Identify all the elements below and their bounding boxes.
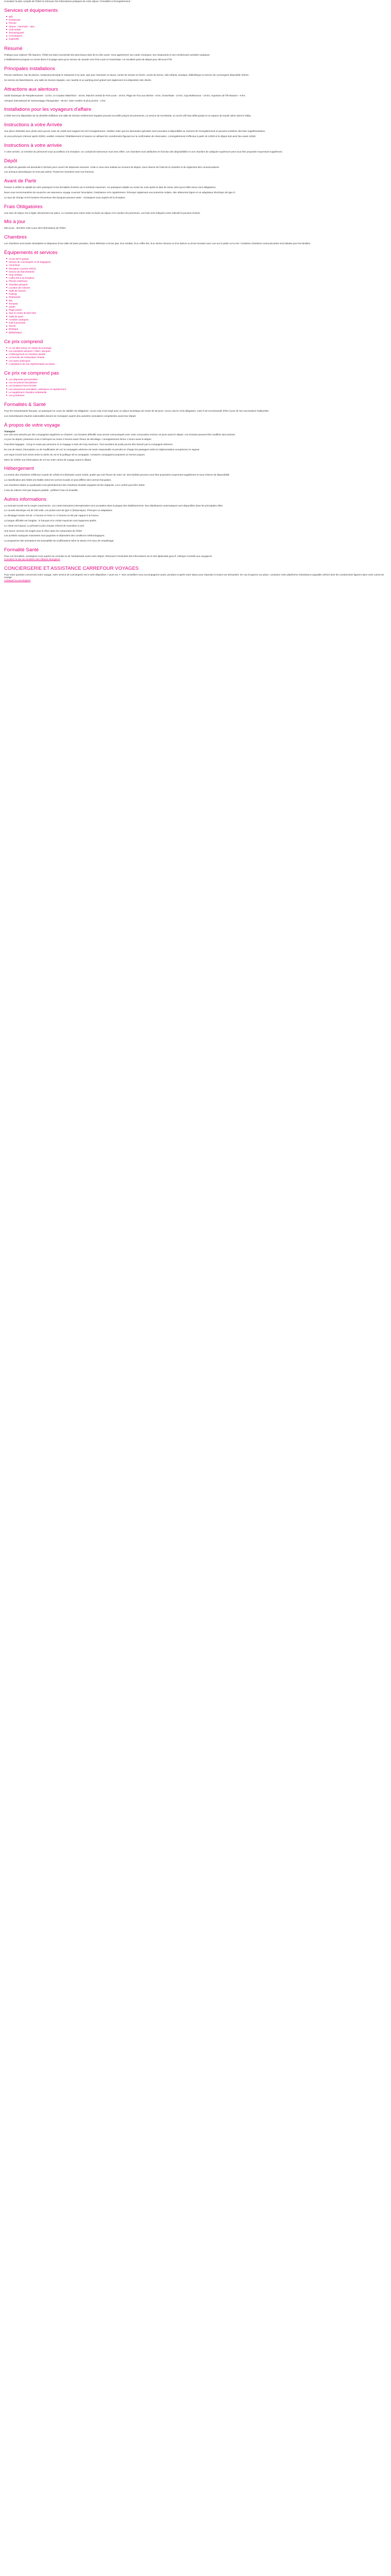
section-paragraph: Les vols sont assurés par des compagnies régulières ou charters. Les horaires définitifs vous seront communiqués avec votre convocation environ 10 jours avant le départ. Les horaires peuvent être modifiés sans préavis. bbox=[4, 433, 236, 436]
section-paragraph: Franchise bagages : 23 kg en soute par personne et un bagage à main de 8 kg maximum. Tout excédent de poids pourra être facturé par la compagnie aérienne. bbox=[4, 443, 173, 446]
section-title-equipements: Équipements et services bbox=[4, 249, 58, 256]
section-title-non: Ce prix ne comprend pas bbox=[4, 370, 59, 377]
section-title-autres: Autres informations bbox=[4, 496, 46, 502]
section-paragraph: Les activités nautiques motorisées sont payantes et dépendent des conditions météorologiques. bbox=[4, 534, 105, 537]
list-item-label: Sauna - Hammam - Spa bbox=[9, 25, 35, 28]
section-paragraph: Si vous prévoyez d'arriver après 22h00, veuillez contacter l'établissement à l'avance en utilisant les coordonnées figurant sur la confirmation de réservation. L'enregistrement s'effectue à partir de 14h00 et le départ doit avoir lieu avant 11h00. bbox=[4, 135, 256, 138]
list-item-label: Location de voitures bbox=[9, 286, 30, 289]
bullet-dot-icon bbox=[6, 303, 7, 304]
intro-text bbox=[4, 0, 388, 3]
section-paragraph: La langue officielle est l'anglais ; le français et le créole mauricien sont largement parlés. bbox=[4, 519, 97, 522]
list-item-label: Salle de réunion bbox=[9, 290, 26, 292]
bullet-dot-icon bbox=[6, 293, 7, 294]
bullet-dot-icon bbox=[6, 316, 7, 317]
bullet-dot-icon bbox=[6, 357, 7, 358]
formalities-title: Formalité Santé bbox=[4, 547, 39, 553]
list-item-label: Restaurant bbox=[9, 19, 21, 22]
list-item-label: Terrasse bbox=[9, 302, 18, 305]
list-item-label: Le vol aller-retour en classe économique bbox=[9, 346, 52, 349]
bullet-dot-icon bbox=[6, 274, 7, 275]
bullet-dot-icon bbox=[6, 319, 7, 320]
bullet-dot-icon bbox=[6, 392, 7, 393]
list-item-label: Plage privée bbox=[9, 309, 22, 312]
list-item-label: Les assurances annulation, assistance et rapatriement bbox=[9, 387, 67, 391]
bullet-dot-icon bbox=[6, 310, 7, 311]
section-title-chambres: Chambres bbox=[4, 234, 27, 241]
list-item-label: Club enfants bbox=[9, 273, 22, 276]
bullet-dot-icon bbox=[6, 281, 7, 282]
bullet-dot-icon bbox=[6, 258, 7, 259]
section-title-politiques: Frais Obligatoires bbox=[4, 204, 43, 210]
bullet-dot-icon bbox=[6, 19, 7, 20]
section-title-arrivee: Instructions à votre Arrivée bbox=[4, 122, 62, 128]
sections-container bbox=[4, 8, 388, 543]
section-paragraph: Une taxe de séjour est à régler directement sur place. Le montant peut varier selon la durée du séjour et le nombre de personnes. Les frais sont indiqués à titre indicatif et peuvent évoluer. bbox=[4, 211, 201, 214]
section-title-apropos: À propos de votre voyage bbox=[4, 422, 60, 428]
list-item-label: Jardin bbox=[9, 306, 15, 309]
list-item-label: Les taxes d'aéroport bbox=[9, 359, 30, 362]
section-title-prix: Ce prix comprend bbox=[4, 338, 43, 345]
list-item-label: Salle de sport bbox=[9, 315, 24, 318]
bullet-list-non bbox=[4, 378, 388, 397]
section-paragraph: Les repas à bord sont servis selon la durée du vol et la politique de la compagnie. Certaines compagnies proposent un service payant. bbox=[4, 453, 145, 456]
list-item-label: Golf à proximité bbox=[9, 321, 26, 325]
bullet-dot-icon bbox=[6, 32, 7, 33]
page-content bbox=[0, 0, 391, 582]
list-item bbox=[4, 363, 388, 366]
list-item-label: Wifi bbox=[9, 15, 13, 18]
bullet-dot-icon bbox=[6, 347, 7, 348]
section-paragraph: Le programme des animations est susceptible de modifications selon la saison et le taux de remplissage. bbox=[4, 539, 115, 543]
bullet-dot-icon bbox=[6, 39, 7, 40]
section-title-principales: Principales installations bbox=[4, 66, 55, 72]
section-paragraph: Nous vous recommandons de souscrire une assurance voyage couvrant l'annulation, l'assistance et le rapatriement. Prévoyez également une protection solaire, des vêtements légers et un adaptateur électrique de type G. bbox=[4, 191, 236, 194]
list-item-label: Tennis bbox=[9, 325, 16, 328]
section-paragraph: Piscine extérieure, bar de piscine, restaurant principal et restaurant à la carte, spa avec hammam et sauna, centre de remise en forme, courts de tennis, club enfants, boutique, bibliothèque et service de conciergerie disponible 24h/24. bbox=[4, 74, 249, 77]
list-item-label: Service de conciergerie et de bagagerie bbox=[9, 261, 51, 264]
section-paragraph: Le courant électrique est de 230 volts. Les prises sont de type G (britannique). Prévoyez un adaptateur. bbox=[4, 509, 113, 512]
section-paragraph: Aéroport international Sir Seewoosagur Ramgoolam - 55 km. Gare routière la plus proche - 3 km. bbox=[4, 99, 106, 102]
section-paragraph: Les chambres sont toutes climatisées et disposent d'une salle de bains privative, d'une télévision à écran plat, d'un minibar, d'un coffre-fort, d'un sèche-cheveux et d'un balcon ou d'une terrasse avec vue sur le jardin ou la mer. Certaines chambres communicantes sont idéales pour les familles. bbox=[4, 242, 311, 245]
list-item-label: L'assistance de nos représentants sur place bbox=[9, 362, 55, 365]
bullet-dot-icon bbox=[6, 379, 7, 380]
list-item-label: Activités nautiques bbox=[9, 318, 29, 321]
list-item-label: Spa et centre de bien-être bbox=[9, 312, 37, 315]
section-paragraph: À votre arrivée, un membre du personnel vous accueillera à la réception. Un cocktail de bienvenue vous sera offert. Les chambres sont attribuées en fonction des disponibilités et une chambre de catégorie supérieure peut vous être proposée moyennant supplément. bbox=[4, 150, 283, 153]
list-item-label: L'hébergement en chambre double bbox=[9, 353, 46, 356]
bullet-list-services bbox=[4, 15, 388, 41]
bullet-dot-icon bbox=[6, 332, 7, 333]
bullet-dot-icon bbox=[6, 297, 7, 298]
bullet-dot-icon bbox=[6, 290, 7, 291]
bullet-dot-icon bbox=[6, 350, 7, 351]
section-paragraph: Le taux de change et les horaires d'ouverture des banques peuvent varier : renseignez-vous auprès de la réception. bbox=[4, 196, 126, 199]
bullet-dot-icon bbox=[6, 326, 7, 327]
bullet-list-prix bbox=[4, 347, 388, 366]
section-paragraph: Pour les ressortissants français, un passeport en cours de validité est obligatoire. Aucun visa n'est exigé pour un séjour touristique de moins de 90 jours. Aucun vaccin n'est obligatoire, mais il est recommandé d'être à jour de ses vaccinations habituelles. bbox=[4, 410, 269, 413]
insurance-title: CONCIERGERIE ET ASSISTANCE CARREFOUR VOYAGES bbox=[4, 565, 139, 571]
section-paragraph: Jardin botanique de Pamplemousses - 12 km, Le Caudan Waterfront - 15 km, Marché central de Port-Louis - 16 km, Plage de Trou aux Biches - 8 km, Grand-Baie - 10 km, Cap Malheureux - 18 km, Aquarium de l'île Maurice - 9 km. bbox=[4, 94, 246, 97]
section-paragraph: En cas de retard, d'annulation ou de modification de vol, la compagnie aérienne est seule responsable et prendra en charge les passagers selon la réglementation européenne en vigueur. bbox=[4, 448, 200, 451]
section-paragraph: La classification des hôtels est établie selon les normes locales et peut différer des normes françaises. bbox=[4, 479, 112, 482]
section-title-depot: Dépôt bbox=[4, 158, 18, 164]
list-item-label: Boutique bbox=[9, 328, 19, 331]
section-paragraph: L'eau du robinet n'est pas toujours potable : préférez l'eau en bouteille. bbox=[4, 488, 78, 492]
section-paragraph: Les chambres triples ou quadruples sont généralement des chambres doubles équipées de lits d'appoint. Leur confort peut être réduit. bbox=[4, 484, 145, 487]
bullet-dot-icon bbox=[6, 277, 7, 278]
list-item-label: Piscine extérieure bbox=[9, 280, 28, 283]
bullet-dot-icon bbox=[6, 261, 7, 262]
section-subheading-apropos: Transport bbox=[4, 430, 15, 433]
list-item-label: Bar bbox=[9, 299, 13, 302]
section-paragraph: Mis à jour : dernière mise à jour des informations de l'hôtel. bbox=[4, 227, 67, 230]
bullet-dot-icon bbox=[6, 36, 7, 37]
section-paragraph: La monnaie locale est la roupie mauricienne. Les cartes bancaires internationales sont acceptées dans la plupart des établissements. Des distributeurs automatiques sont disponibles dans les principales villes. bbox=[4, 504, 223, 507]
list-item-label: Le supplément chambre individuelle bbox=[9, 391, 47, 394]
section-paragraph: Pratique pour explorer l'île Maurice, l'hôtel est situé à proximité des plus beaux sites de la côte ouest. Vous apprécierez son cadre verdoyant, ses restaurants et ses nombreuses activités nautiques. bbox=[4, 53, 210, 56]
list-item bbox=[4, 38, 388, 41]
section-paragraph: L'établissement propose un accès direct à la plage ainsi qu'un service de navette vers Port-Louis et Grand-Baie. Un excellent point de départ pour découvrir l'île. bbox=[4, 58, 173, 61]
bullet-dot-icon bbox=[6, 360, 7, 361]
list-item-label: Accès Wi-Fi gratuit bbox=[9, 257, 29, 260]
list-item-label: Tennis/squash bbox=[9, 31, 24, 35]
list-item-label: La formule de restauration choisie bbox=[9, 356, 45, 359]
section-paragraph: Une tenue correcte est exigée pour le dîner dans les restaurants de l'hôtel. bbox=[4, 529, 83, 532]
bullet-dot-icon bbox=[6, 287, 7, 288]
section-paragraph: La remise des chambres s'effectue à partir de 14h00 et la libération avant 11h00, quelle que soit l'heure de votre vol. Des facilités peuvent vous être proposées moyennant supplément et sous réserve de disponibilité. bbox=[4, 473, 230, 477]
list-item-label: Parking bbox=[9, 293, 17, 296]
section-title-miseenjour: Mis à jour bbox=[4, 219, 26, 225]
section-title-arrivee2: Instructions à votre arrivée bbox=[4, 142, 62, 148]
bullet-dot-icon bbox=[6, 313, 7, 314]
bullet-dot-icon bbox=[6, 388, 7, 389]
list-item-label: Conciergerie bbox=[9, 35, 23, 38]
section-paragraph: Pensez à vérifier la validité de votre passeport et les formalités d'entrée sur le territoire mauricien. Un passeport valable au moins six mois après la date de retour ainsi qu'un billet retour sont obligatoires. bbox=[4, 186, 217, 189]
list-item-label: Coffre-fort à la réception bbox=[9, 277, 35, 280]
bullet-dot-icon bbox=[6, 29, 7, 30]
list-item-label: Piscine bbox=[9, 22, 17, 25]
list-item-label: Service de blanchisserie bbox=[9, 270, 35, 273]
bullet-list-equipements bbox=[4, 258, 388, 334]
bullet-dot-icon bbox=[6, 23, 7, 24]
section-paragraph: Merci de vérifier vos informations de vol sur votre carnet de voyage avant le départ. bbox=[4, 458, 92, 461]
section-paragraph: L'hôtel met à la disposition de sa clientèle d'affaires une salle de réunion entièrement équipée pouvant accueillir jusqu'à 40 personnes, un service de secrétariat, un accès wifi haut débit gratuit et un espace de travail calme dans le lobby. bbox=[4, 114, 251, 117]
bullet-dot-icon bbox=[6, 354, 7, 355]
list-item bbox=[4, 331, 388, 334]
section-title-resume: Résumé bbox=[4, 45, 23, 52]
list-item-label: Les excursions facultatives bbox=[9, 381, 37, 384]
bullet-dot-icon bbox=[6, 382, 7, 383]
list-item-label: Supérette bbox=[9, 38, 19, 41]
list-item-label: Les transferts aéroport / hôtel / aéroport bbox=[9, 350, 51, 353]
bullet-dot-icon bbox=[6, 271, 7, 272]
section-title-formalites: Formalités & Santé bbox=[4, 402, 46, 408]
insurance-link[interactable]: Contacter la conciergerie bbox=[4, 579, 31, 582]
bullet-dot-icon bbox=[6, 284, 7, 285]
bullet-dot-icon bbox=[6, 268, 7, 269]
bullet-dot-icon bbox=[6, 363, 7, 364]
section-paragraph: Le jour du départ, présentez-vous à l'aéroport au moins 3 heures avant l'heure de décollage. L'enregistrement ferme 1 heure avant le départ. bbox=[4, 438, 152, 441]
list-item-label: Club enfant bbox=[9, 28, 21, 31]
bullet-dot-icon bbox=[6, 395, 7, 396]
bullet-dot-icon bbox=[6, 300, 7, 301]
list-item-label: Restaurant bbox=[9, 296, 21, 299]
list-item bbox=[4, 394, 388, 397]
section-paragraph: Le climat est tropical. La période la plus chaude s'étend de novembre à avril. bbox=[4, 524, 85, 527]
insurance-text: Pour toute question concernant votre voyage, notre service de conciergerie est à votre disposition 7 jours sur 7. Nos conseillers vous accompagnent avant, pendant et après votre séjour pour répondre à toutes vos demandes. En cas d'urgence sur place, contactez notre plateforme d'assistance joignable 24h/24 dont les coordonnées figurent dans votre carnet de voyage. bbox=[4, 573, 384, 579]
bullet-dot-icon bbox=[6, 329, 7, 330]
intro-text-content: Consultez le plan complet de l'hôtel et retrouvez les informations pratiques de votre séjour. Formalités à l'enregistrement : bbox=[4, 0, 132, 3]
section-paragraph: Un dépôt de garantie est demandé à l'arrivée pour couvrir les dépenses annexes. Celui-ci vous sera restitué au moment du départ, sous réserve de l'état de la chambre et du règlement des consommations. bbox=[4, 165, 220, 168]
list-item-label: Les boissons hors formule bbox=[9, 384, 37, 387]
bullet-dot-icon bbox=[6, 322, 7, 323]
section-title-services: Services et équipements bbox=[4, 8, 58, 13]
section-title-enfants: Installations pour les voyageurs d'affaire bbox=[4, 107, 92, 113]
list-item-label: Bibliothèque bbox=[9, 331, 22, 334]
section-paragraph: Les ressortissants d'autres nationalités doivent se renseigner auprès des autorités consulaires compétentes avant leur départ. bbox=[4, 415, 137, 418]
list-item-label: Transfert aéroport bbox=[9, 283, 28, 286]
list-item-label: Ascenseur bbox=[9, 264, 20, 267]
bullet-dot-icon bbox=[6, 306, 7, 307]
section-title-avant: Avant de Partir bbox=[4, 178, 37, 184]
section-title-hebergement: Hébergement bbox=[4, 466, 34, 472]
bullet-dot-icon bbox=[6, 16, 7, 17]
section-paragraph: Les animaux domestiques ne sont pas admis. Toutes les chambres sont non-fumeurs. bbox=[4, 171, 94, 174]
formalities-link[interactable]: Consultez le site du ministère des Affaires étrangères bbox=[4, 557, 60, 561]
list-item-label: Les dépenses personnelles bbox=[9, 378, 38, 381]
section-title-attractions: Attractions aux alentours bbox=[4, 86, 58, 92]
list-item-label: Réception ouverte 24h/24 bbox=[9, 267, 36, 270]
section-paragraph: Le décalage horaire est de +2 heures en hiver et +3 heures en été par rapport à la France. bbox=[4, 514, 100, 517]
section-paragraph: Une pièce d'identité avec photo ainsi qu'une carte de crédit sont exigées lors de l'enregistrement. Veuillez noter que les demandes spéciales sont soumises à disponibilité au moment de l'enregistrement et peuvent entraîner des frais supplémentaires. bbox=[4, 130, 266, 133]
bullet-dot-icon bbox=[6, 26, 7, 27]
list-item-label: Les pourboires bbox=[9, 394, 25, 397]
bullet-dot-icon bbox=[6, 385, 7, 386]
section-paragraph: Un service de blanchisserie, une salle de réunion équipée, une navette et un parking privé gratuit sont également à la disposition des clients. bbox=[4, 79, 152, 82]
formalities-text: Pour vos formalités, renseignez-vous auprès du consulat ou de l'ambassade avant votre départ. Retrouvez l'ensemble des informations sur le site diplomatie.gouv.fr, rubrique Conseils aux voyageurs. bbox=[4, 555, 213, 558]
bullet-dot-icon bbox=[6, 265, 7, 266]
